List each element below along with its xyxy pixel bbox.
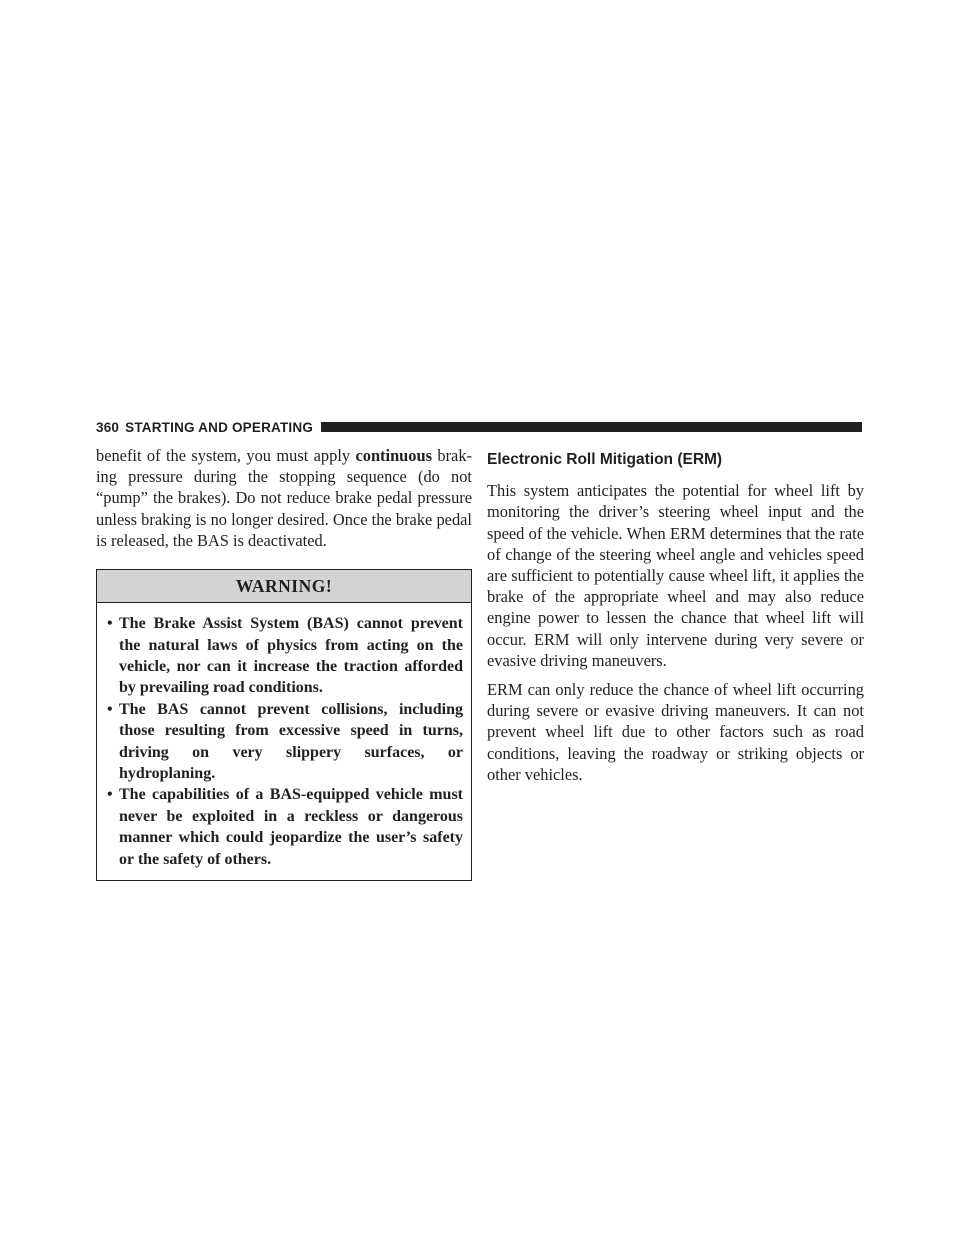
warning-title: WARNING! (97, 570, 471, 603)
warning-list (97, 603, 471, 880)
header-rule (321, 422, 862, 432)
warning-item-text: The capabilities of a BAS-equipped vehicle must never be exploited in a reckless or dangerous manner which could jeopardize the user’s safety or the safety of others. (119, 786, 463, 868)
bullet-icon: • (107, 615, 113, 633)
warning-item (107, 613, 463, 699)
warning-item (107, 784, 463, 870)
erm-heading: Electronic Roll Mitigation (ERM) (487, 451, 723, 468)
paragraph-text-start: benefit of the system, you must apply (96, 446, 356, 465)
emphasis-continuous: continuous (355, 446, 432, 465)
bas-continuation-paragraph (96, 445, 472, 551)
warning-box (96, 569, 472, 881)
paragraph-text-end: braking pressure during the stopping sequence (do not “pump” the brakes). Do not reduce brake pedal pressure unless braking is no longer desired. Once the brake pedal is released, the BAS is deactivated. (96, 446, 472, 550)
section-title: STARTING AND OPERATING (125, 419, 314, 435)
right-column (487, 445, 864, 785)
erm-paragraph: This system anticipates the potential for wheel lift by monitoring the driver’s steering wheel input and the speed of the vehicle. When ERM determines that the rate of change of the steering wheel angle and vehicles speed are sufficient to potentially cause wheel lift, it applies the brake of the appropriate wheel and may also reduce engine power to lessen the chance that wheel lift will occur. ERM will only intervene during very severe or evasive driving maneuvers. (487, 481, 864, 670)
warning-item-text: The Brake Assist System (BAS) cannot prevent the natural laws of physics from acting on the vehicle, nor can it increase the traction afforded by prevailing road conditions. (119, 615, 463, 697)
warning-item (107, 699, 463, 785)
bullet-icon: • (107, 786, 113, 804)
erm-paragraph: ERM can only reduce the chance of wheel lift occurring during severe or evasive driving maneuvers. It can not prevent wheel lift due to other factors such as road conditions, leaving the roadway or striking objects or other vehicles. (487, 680, 864, 784)
warning-item-text: The BAS cannot prevent collisions, including those resulting from excessive speed in turns, driving on very slippery surfaces, or hydroplaning. (119, 700, 463, 783)
page-number: 360 (96, 419, 120, 435)
left-column (96, 445, 472, 881)
page-header (96, 419, 862, 435)
bullet-icon: • (107, 700, 113, 718)
